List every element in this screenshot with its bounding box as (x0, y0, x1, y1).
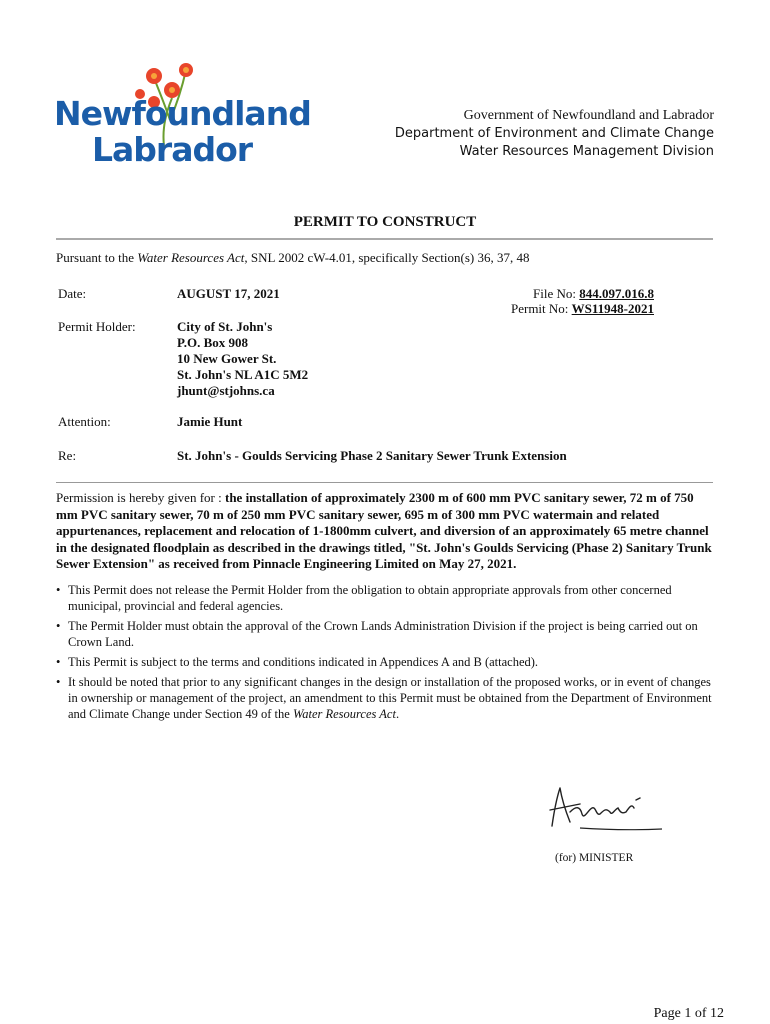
logo-line-newfoundland: Newfoundland (54, 94, 311, 133)
file-number-value: 844.097.016.8 (579, 286, 654, 301)
signature (540, 782, 670, 838)
list-item: • This Permit does not release the Permit Holder from the obligation to obtain appropriate approvals from other concerned municipal, provincial and federal agencies. (56, 583, 672, 613)
list-item: • The Permit Holder must obtain the approval of the Crown Lands Administration Division if the project is being carried out on Crown Land. (56, 619, 698, 649)
list-item: • This Permit is subject to the terms and conditions indicated in Appendices A and B (attached). (56, 655, 539, 669)
permit-holder-label: Permit Holder: (58, 319, 136, 334)
permission-body: the installation of approximately 2300 m of 600 mm PVC sanitary sewer, 72 m of 750 mm PVC sanitary sewer, 70 m of 250 mm PVC sanitary sewer, 695 m of 300 mm PVC watermain and related appurtenances, replacement and relocation of 1-1800mm culvert, and diversion of an approximately 65 metre channel in the designated floodplain as described in the drawings titled, "St. John's Goulds Servicing (Phase 2) Sanitary Trunk Sewer Extension" as received from Pinnacle Engineering Limited on May 27, 2021. (56, 490, 712, 571)
division-name: Water Resources Management Division (459, 144, 714, 159)
attention-value: Jamie Hunt (177, 414, 243, 429)
pursuant-prefix: Pursuant to the (56, 250, 138, 265)
pursuant-line (56, 250, 529, 266)
pursuant-suffix: , SNL 2002 cW-4.01, specifically Section(s) 36, 37, 48 (244, 250, 530, 265)
list-item-text: This Permit does not release the Permit Holder from the obligation to obtain appropriate approvals from other concerned municipal, provincial and federal agencies. (68, 583, 672, 613)
permit-holder-address (177, 319, 308, 399)
permit-number (511, 301, 654, 317)
re-value: St. John's - Goulds Servicing Phase 2 Sanitary Sewer Trunk Extension (177, 448, 567, 463)
re-label: Re: (58, 448, 77, 463)
re-divider (56, 482, 713, 483)
list-item-text: The Permit Holder must obtain the approval of the Crown Lands Administration Division if the project is being carried out on Crown Land. (68, 619, 698, 649)
list-item-act: Water Resources Act (292, 707, 396, 721)
file-number (533, 286, 654, 302)
holder-line: St. John's NL A1C 5M2 (177, 367, 309, 382)
page-number: Page 1 of 12 (653, 1006, 724, 1021)
list-item: • It should be noted that prior to any significant changes in the design or installation of the proposed works, or in event of changes in ownership or management of the project, an amendment to this Permit must be obtained from the Department of Environment and Climate Change under Section 49 of the Water Resources Act. (56, 675, 712, 721)
holder-line: City of St. John's (177, 319, 273, 334)
government-name: Government of Newfoundland and Labrador (463, 108, 714, 123)
list-item-text: This Permit is subject to the terms and conditions indicated in Appendices A and B (attached). (68, 655, 539, 669)
permission-paragraph (56, 490, 716, 573)
permission-prefix: Permission is hereby given for : (56, 490, 225, 505)
date-value: AUGUST 17, 2021 (177, 286, 280, 301)
permit-number-label: Permit No: (510, 301, 572, 316)
page-title: PERMIT TO CONSTRUCT (293, 214, 477, 230)
date-label: Date: (58, 286, 87, 301)
permit-number-value: WS11948-2021 (571, 301, 654, 316)
list-item-text: It should be noted that prior to any significant changes in the design or installation of the proposed works, or in event of changes in ownership or management of the project, an amendment to this Permit must be obtained from the Department of Environment and Climate Change under Section 49 of the (68, 675, 712, 721)
holder-line: 10 New Gower St. (177, 351, 277, 366)
department-name: Department of Environment and Climate Change (394, 126, 714, 141)
title-divider (56, 238, 713, 240)
list-item-end: . (395, 707, 400, 721)
pursuant-act: Water Resources Act (137, 250, 245, 265)
holder-line: P.O. Box 908 (177, 335, 249, 350)
holder-email: jhunt@stjohns.ca (177, 383, 275, 398)
file-number-label: File No: (533, 286, 580, 301)
government-logo (54, 58, 311, 178)
logo-line-labrador: Labrador (92, 130, 253, 169)
conditions-list (56, 582, 716, 726)
letterhead (395, 107, 714, 161)
signature-caption: (for) MINISTER (555, 852, 634, 864)
attention-label: Attention: (58, 414, 111, 429)
